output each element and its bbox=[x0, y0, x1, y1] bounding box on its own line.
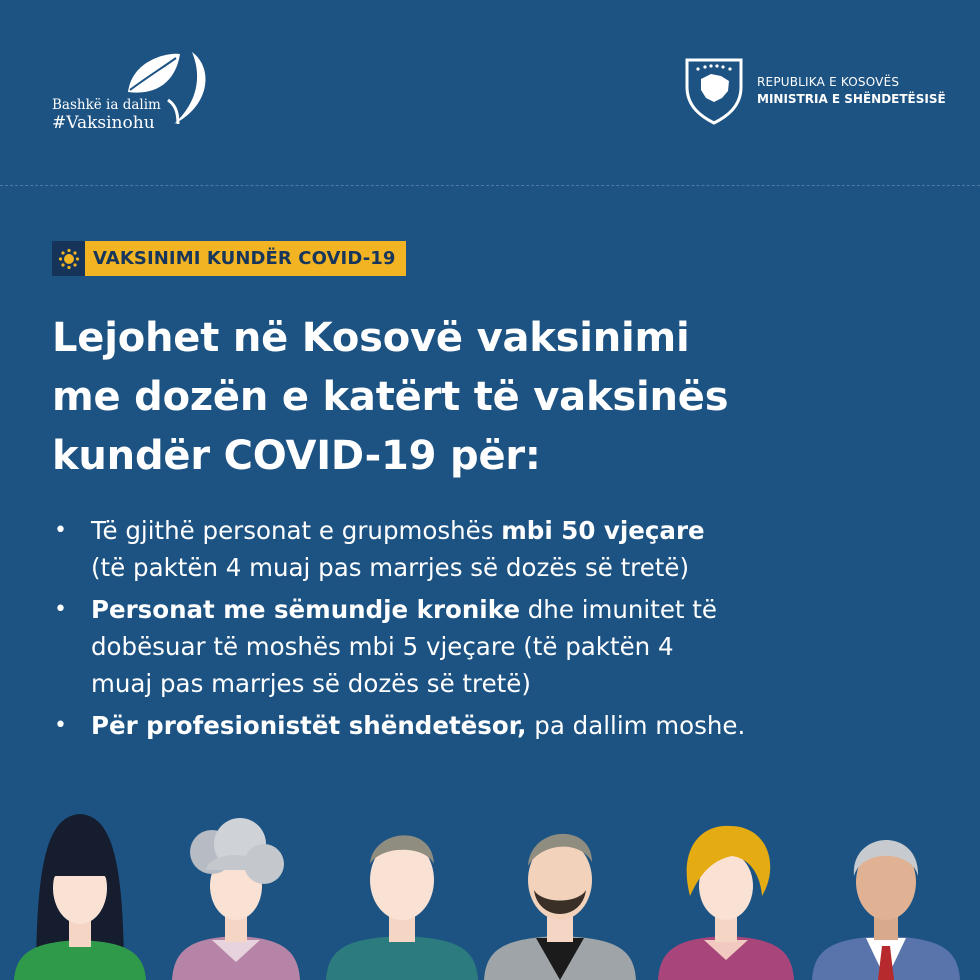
header-divider bbox=[0, 185, 980, 186]
list-item-line: muaj pas marrjes së dozës së tretë) bbox=[91, 669, 531, 698]
list-item-line bbox=[91, 591, 952, 628]
list-item-line: (të paktën 4 muaj pas marrjes së dozës së tretë) bbox=[91, 553, 690, 582]
person-illustration bbox=[172, 818, 300, 980]
bullet-marker: • bbox=[54, 713, 67, 738]
list-item-emphasis: Personat me sëmundje kronike bbox=[91, 595, 520, 624]
bullet-marker: • bbox=[54, 518, 67, 543]
virus-icon-box bbox=[52, 241, 85, 276]
person-illustration bbox=[14, 814, 146, 980]
tagline-hashtag: #Vaksinohu bbox=[52, 113, 155, 133]
virus-icon bbox=[58, 248, 80, 270]
list-item-emphasis: Për profesionistët shëndetësor, bbox=[91, 711, 527, 740]
gov-ministry-label: MINISTRIA E SHËNDETËSISË bbox=[757, 92, 946, 106]
list-item-text: pa dallim moshe. bbox=[526, 711, 746, 740]
headline-line3: kundër COVID-19 për: bbox=[52, 433, 541, 479]
person-illustration bbox=[484, 834, 636, 980]
gov-republic-label: REPUBLIKA E KOSOVËS bbox=[757, 75, 900, 89]
people-illustration bbox=[0, 800, 980, 980]
headline bbox=[52, 309, 952, 486]
person-illustration bbox=[812, 840, 960, 980]
list-item-line: dobësuar të moshës mbi 5 vjeçare (të paktën 4 bbox=[91, 632, 674, 661]
list-item bbox=[52, 512, 952, 586]
badge-label: VAKSINIMI KUNDËR COVID-19 bbox=[85, 241, 406, 276]
list-item-text: Të gjithë personat e grupmoshës bbox=[91, 516, 502, 545]
person-illustration bbox=[658, 826, 794, 980]
kosovo-emblem-icon bbox=[684, 57, 744, 125]
tagline-line1: Bashkë ia dalim bbox=[52, 97, 161, 113]
list-item bbox=[52, 591, 952, 702]
headline-line2: me dozën e katërt të vaksinës bbox=[52, 374, 729, 420]
list-item-text: dhe imunitet të bbox=[519, 595, 717, 624]
list-item bbox=[52, 707, 952, 744]
bullet-marker: • bbox=[54, 597, 67, 622]
topic-badge bbox=[52, 241, 406, 276]
person-illustration bbox=[326, 835, 478, 980]
list-item-line bbox=[91, 512, 952, 549]
list-item-emphasis: mbi 50 vjeçare bbox=[501, 516, 705, 545]
list-item-line bbox=[91, 707, 952, 744]
eligibility-list bbox=[52, 512, 952, 749]
headline-line1: Lejohet në Kosovë vaksinimi bbox=[52, 315, 690, 361]
